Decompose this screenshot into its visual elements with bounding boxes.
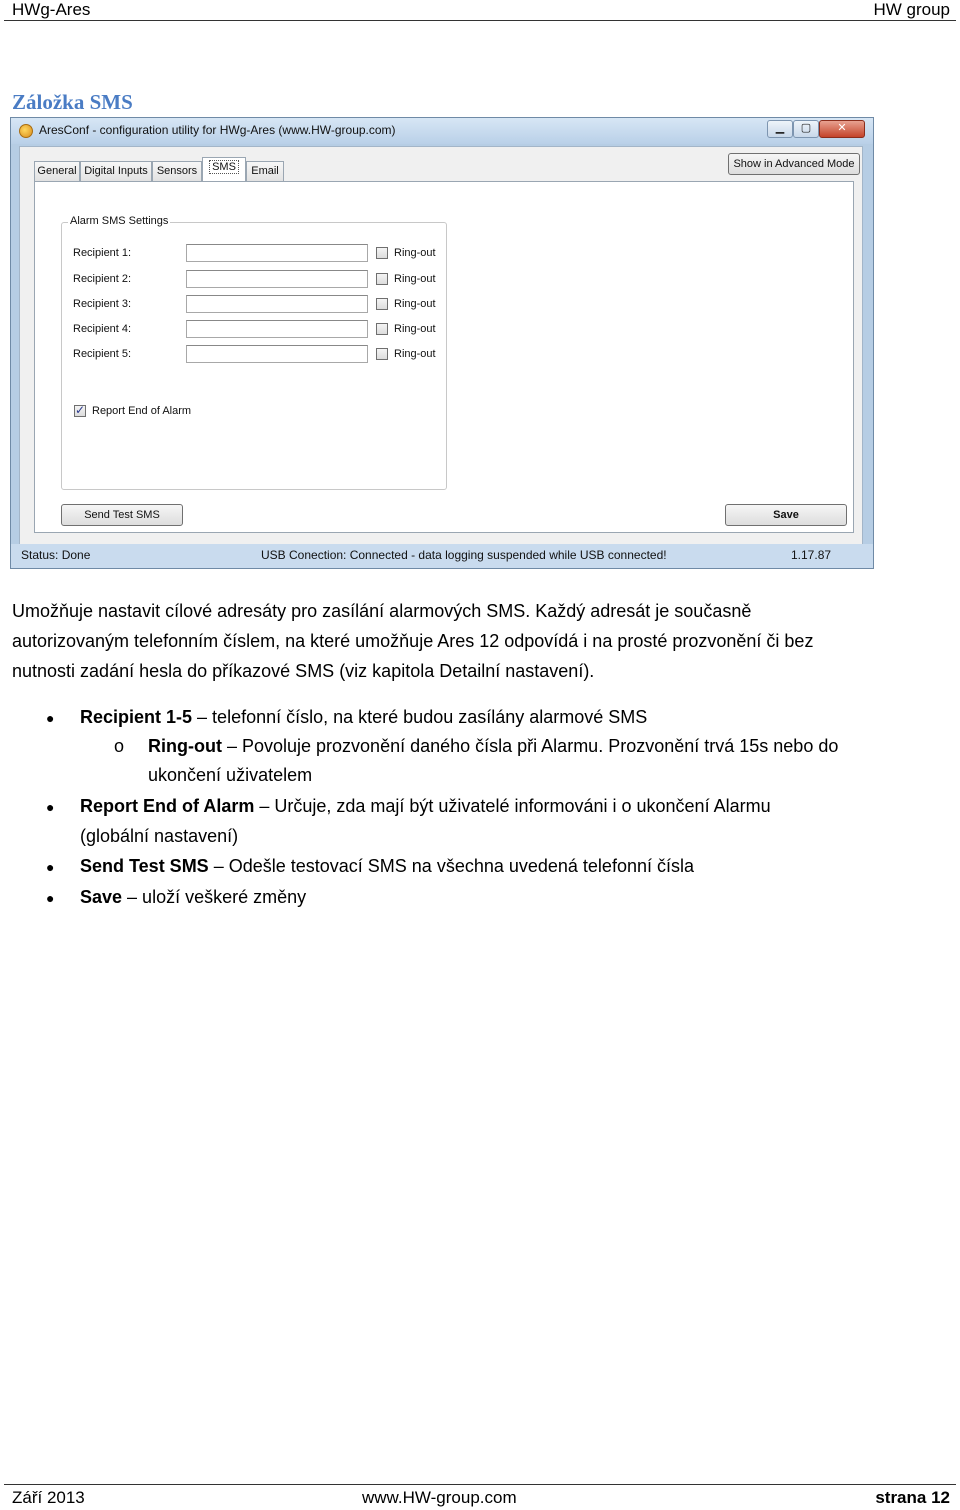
sub-bullet-ringout (148, 731, 908, 761)
recipient-2-label: Recipient 2: (73, 273, 132, 285)
recipient-2-ringout-checkbox[interactable] (376, 273, 388, 285)
footer-page-number: strana 12 (875, 1488, 950, 1507)
section-title: Záložka SMS (12, 90, 133, 114)
bullet-marker-4: ● (46, 890, 55, 906)
recipient-2-input[interactable] (186, 270, 368, 288)
tab-email[interactable]: Email (246, 161, 284, 181)
save-button[interactable]: Save (725, 504, 847, 526)
window-titlebar (11, 118, 873, 144)
bullet-item-report-end (80, 791, 910, 821)
recipient-1-label: Recipient 1: (73, 247, 132, 259)
tab-sms[interactable] (202, 157, 246, 182)
bullet-item-save (80, 882, 306, 912)
usb-connection-text: USB Conection: Connected - data logging suspended while USB connected! (261, 548, 667, 562)
page-header-left: HWg-Ares (12, 0, 91, 19)
send-test-sms-button[interactable]: Send Test SMS (61, 504, 183, 526)
version-text: 1.17.87 (791, 548, 832, 562)
report-end-of-alarm-label: Report End of Alarm (92, 405, 192, 417)
bullet-term-recipient: Recipient 1-5 (80, 707, 193, 727)
header-divider (4, 20, 956, 21)
bullet-text-recipient: – telefonní číslo, na které budou zasílány alarmové SMS (192, 707, 648, 727)
alarm-sms-settings-group (61, 215, 447, 490)
footer-divider (4, 1484, 956, 1485)
tab-digital-inputs[interactable]: Digital Inputs (80, 161, 152, 181)
window-client-area (19, 146, 863, 546)
bullet-text-ringout: – Povoluje prozvonění daného čísla při Alarmu. Prozvonění trvá 15s nebo do (221, 736, 839, 756)
bullet-item-report-end-cont: (globální nastavení) (80, 826, 239, 846)
bullet-text-report-end: – Určuje, zda mají být uživatelé informováni i o ukončení Alarmu (254, 796, 771, 816)
sms-tab-panel (34, 181, 854, 533)
recipient-3-ringout-label: Ring-out (394, 298, 436, 310)
status-text: Status: Done (21, 548, 91, 562)
recipient-2-ringout-label: Ring-out (394, 273, 436, 285)
bullet-item-send-test (80, 851, 694, 881)
description-paragraph (12, 596, 912, 686)
recipient-4-ringout-checkbox[interactable] (376, 323, 388, 335)
tab-sms-label: SMS (209, 160, 239, 174)
bullet-term-ringout: Ring-out (148, 736, 222, 756)
app-icon (19, 124, 33, 138)
recipient-3-ringout-checkbox[interactable] (376, 298, 388, 310)
paragraph-line-3: nutnosti zadání hesla do příkazové SMS (viz kapitola Detailní nastavení). (12, 661, 595, 681)
close-button[interactable]: ✕ (819, 120, 865, 138)
bullet-marker-2: ● (46, 799, 55, 815)
recipient-1-ringout-label: Ring-out (394, 247, 436, 259)
sub-bullet-marker: o (114, 736, 125, 756)
bullet-text-save: – uloží veškeré změny (122, 887, 307, 907)
bullet-term-send-test: Send Test SMS (80, 856, 209, 876)
recipient-4-input[interactable] (186, 320, 368, 338)
bullet-text-send-test: – Odešle testovací SMS na všechna uvedená telefonní čísla (208, 856, 694, 876)
recipient-1-input[interactable] (186, 244, 368, 262)
page-header-right: HW group (873, 0, 950, 19)
bullet-term-save: Save (80, 887, 123, 907)
tab-sensors[interactable]: Sensors (152, 161, 202, 181)
recipient-5-ringout-label: Ring-out (394, 348, 436, 360)
recipient-3-label: Recipient 3: (73, 298, 132, 310)
bullet-marker-1: ● (46, 710, 55, 726)
bullet-term-report-end: Report End of Alarm (80, 796, 255, 816)
recipient-5-ringout-checkbox[interactable] (376, 348, 388, 360)
paragraph-line-2: autorizovaným telefonním číslem, na které umožňuje Ares 12 odpovídá i na prosté prozvonění či bez (12, 631, 814, 651)
recipient-5-input[interactable] (186, 345, 368, 363)
window-title: AresConf - configuration utility for HWg-Ares (www.HW-group.com) (39, 123, 396, 137)
recipient-5-label: Recipient 5: (73, 348, 132, 360)
sub-bullet-ringout-cont: ukončení uživatelem (148, 765, 313, 785)
group-title: Alarm SMS Settings (70, 215, 169, 227)
status-bar (11, 544, 873, 568)
report-end-of-alarm-checkbox[interactable] (74, 405, 86, 417)
tab-general[interactable]: General (34, 161, 80, 181)
show-advanced-mode-button[interactable]: Show in Advanced Mode (728, 153, 860, 175)
footer-url: www.HW-group.com (362, 1488, 517, 1507)
minimize-button[interactable]: ▁ (767, 120, 793, 138)
recipient-4-label: Recipient 4: (73, 323, 132, 335)
recipient-3-input[interactable] (186, 295, 368, 313)
footer-date: Září 2013 (12, 1488, 85, 1507)
recipient-1-ringout-checkbox[interactable] (376, 247, 388, 259)
recipient-4-ringout-label: Ring-out (394, 323, 436, 335)
paragraph-line-1: Umožňuje nastavit cílové adresáty pro zasílání alarmových SMS. Každý adresát je současně (12, 601, 752, 621)
bullet-item-recipient (80, 702, 647, 732)
maximize-button[interactable]: ▢ (793, 120, 819, 138)
app-window (10, 117, 874, 569)
bullet-marker-3: ● (46, 859, 55, 875)
